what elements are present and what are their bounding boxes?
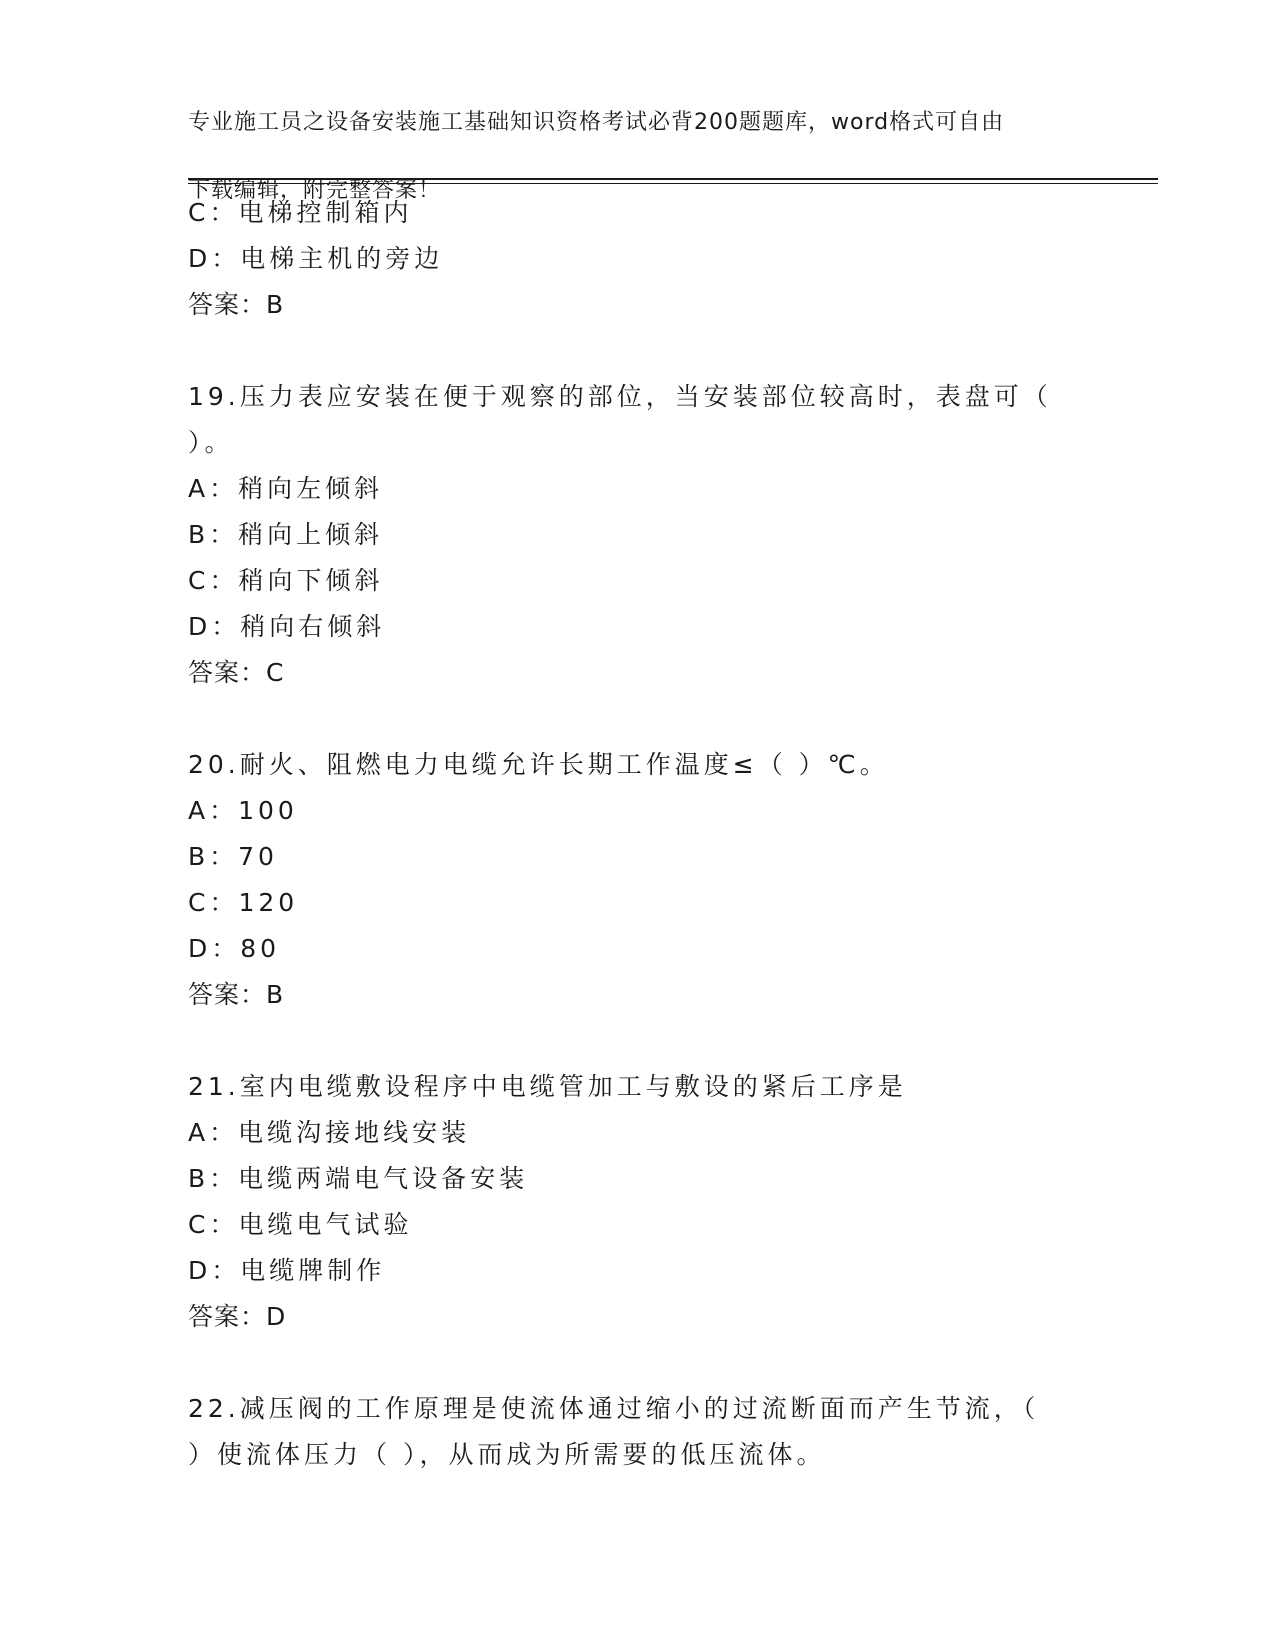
header-line-1: 专业施工员之设备安装施工基础知识资格考试必背200题题库，word格式可自由 <box>188 110 1005 135</box>
spacer <box>188 328 1148 374</box>
answer-key: 答案：B <box>188 980 285 1009</box>
answer-key: 答案：C <box>188 658 285 687</box>
answer-option: A：稍向左倾斜 <box>188 474 384 503</box>
question-text: 19.压力表应安装在便于观察的部位，当安装部位较高时，表盘可（ <box>188 382 1052 411</box>
answer-option: D：电缆牌制作 <box>188 1256 386 1285</box>
answer-option: D：80 <box>188 934 281 963</box>
answer-option: C：电梯控制箱内 <box>188 198 413 227</box>
answer-option: C：稍向下倾斜 <box>188 566 384 595</box>
answer-key: 答案：B <box>188 290 285 319</box>
question-text: 20.耐火、阻燃电力电缆允许长期工作温度≤（ ）℃。 <box>188 750 889 779</box>
header-rule-thin <box>188 183 1158 184</box>
question-list <box>188 190 1148 1478</box>
answer-option: B：70 <box>188 842 278 871</box>
header-line-2: 下载编辑，附完整答案！ <box>188 178 442 203</box>
spacer <box>188 1018 1148 1064</box>
answer-option: D：稍向右倾斜 <box>188 612 386 641</box>
question-text: ）使流体压力（ ），从而成为所需要的低压流体。 <box>188 1440 826 1469</box>
answer-option: A：100 <box>188 796 298 825</box>
question-text: 22.减压阀的工作原理是使流体通过缩小的过流断面而产生节流，（ <box>188 1394 1040 1423</box>
answer-option: B：电缆两端电气设备安装 <box>188 1164 529 1193</box>
header-rule-thick <box>188 178 1158 180</box>
question-text: 21.室内电缆敷设程序中电缆管加工与敷设的紧后工序是 <box>188 1072 907 1101</box>
spacer <box>188 696 1148 742</box>
answer-option: B：稍向上倾斜 <box>188 520 384 549</box>
answer-option: D：电梯主机的旁边 <box>188 244 444 273</box>
question-text: ）。 <box>188 428 234 457</box>
spacer <box>188 1340 1148 1386</box>
answer-option: C：电缆电气试验 <box>188 1210 413 1239</box>
answer-key: 答案：D <box>188 1302 287 1331</box>
answer-option: C：120 <box>188 888 299 917</box>
answer-option: A：电缆沟接地线安装 <box>188 1118 471 1147</box>
